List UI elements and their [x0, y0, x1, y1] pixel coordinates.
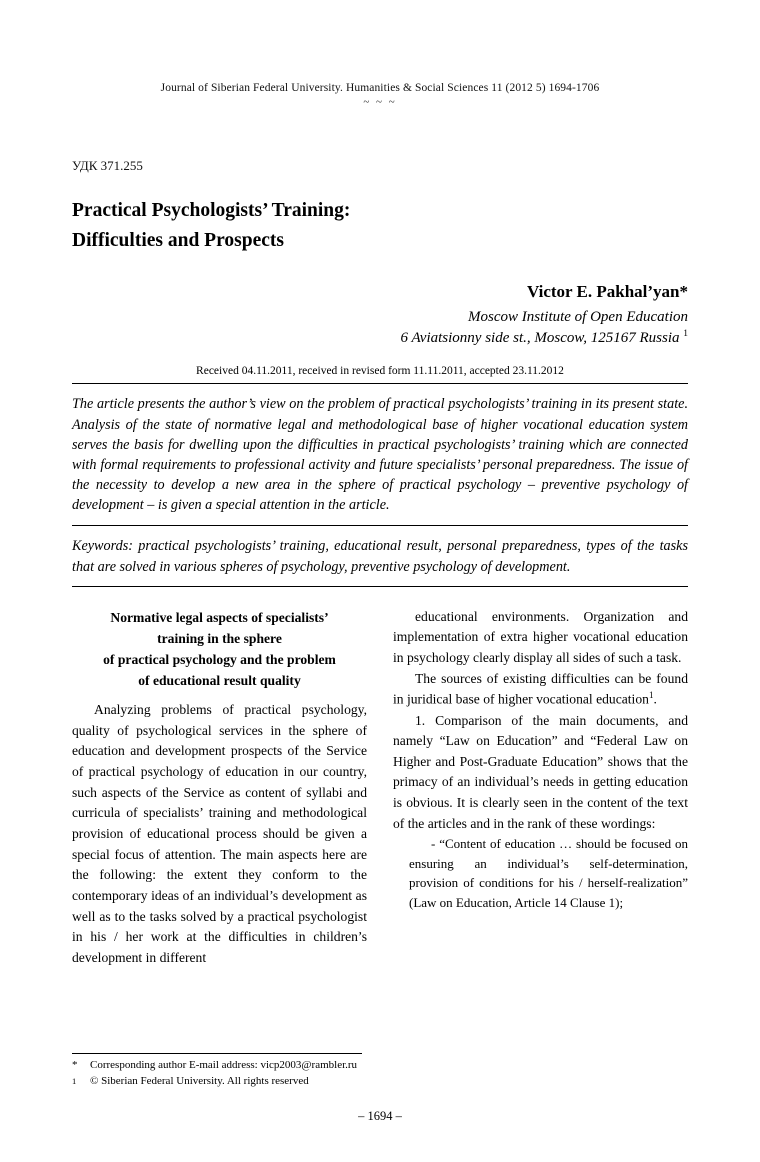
- footnote-item: [72, 1058, 688, 1074]
- section-heading: [72, 607, 367, 691]
- keywords: Keywords: practical psychologists’ training, educational result, personal preparedness, types of the tasks that are solved in various spheres of psychology, preventive psychology of development.: [72, 538, 688, 575]
- tilde-divider: ~ ~ ~: [363, 96, 397, 108]
- footnote-divider: [72, 1053, 362, 1054]
- footnote-marker: *: [72, 1059, 78, 1072]
- divider-top: [72, 383, 688, 384]
- block-quote: - “Content of education … should be focused on ensuring an individual’s self-determination, provision of conditions for his / herself-realization” (Law on Education, Article 14 Clause 1);: [409, 836, 688, 910]
- paragraph-text: The sources of existing difficulties can be found in juridical base of higher vocational education: [393, 670, 688, 707]
- paragraph: [393, 669, 688, 711]
- title-line-1: Practical Psychologists’ Training:: [72, 200, 351, 221]
- footnote-ref[interactable]: 1: [648, 690, 654, 701]
- paragraph: educational environments. Organization and implementation of extra higher vocational education in psychology clearly display all sides of such a task.: [393, 608, 688, 665]
- divider-bottom: [72, 586, 688, 587]
- paragraph-text-end: .: [653, 691, 657, 707]
- section-heading-line-3: of practical psychology and the problem: [103, 651, 336, 667]
- author-affiliation: Moscow Institute of Open Education: [468, 309, 688, 326]
- footnote-text: Corresponding author E-mail address: vicp2003@rambler.ru: [90, 1059, 358, 1072]
- left-column: [72, 607, 367, 969]
- title-line-2: Difficulties and Prospects: [72, 230, 284, 252]
- section-heading-line-2: training in the sphere: [157, 630, 282, 646]
- section-heading-line-1: Normative legal aspects of specialists’: [110, 609, 329, 625]
- udk-code: УДК 371.255: [72, 158, 143, 173]
- section-heading-line-4: of educational result quality: [138, 672, 301, 688]
- document-page: [0, 82, 760, 1162]
- author-address-marker: 1: [683, 329, 688, 340]
- footnote-text: © Siberian Federal University. All rights reserved: [90, 1075, 309, 1088]
- article-dates: Received 04.11.2011, received in revised form 11.11.2011, accepted 23.11.2012: [196, 365, 564, 378]
- footnotes: [72, 1053, 688, 1090]
- author-name: Victor E. Pakhal’yan*: [526, 282, 688, 302]
- divider-middle: [72, 525, 688, 526]
- page-title: [72, 196, 688, 256]
- author-address-text: 6 Aviatsionny side st., Moscow, 125167 Russia: [400, 330, 680, 347]
- paragraph: Analyzing problems of practical psychology, quality of psychological services in the sphere of education and development prospects of the Service of practical psychology of education in our country, such aspects of the Service as content of syllabi and curricula of specialists’ training and methodological provision of educational process should be given a special focus of attention. The main aspects here are the following: the extent they conform to the contemporary ideas of an individual’s development as well as to the tasks solved by a practical psychologist in his / her work at the difficulties in children’s development in different: [72, 701, 367, 965]
- author-block: [72, 282, 688, 347]
- body-columns: [72, 607, 688, 969]
- right-column: [393, 607, 688, 969]
- page-number: – 1694 –: [358, 1109, 402, 1123]
- running-head: Journal of Siberian Federal University. Humanities & Social Sciences 11 (2012 5) 1694-1706: [160, 82, 600, 94]
- footnote-marker: 1: [72, 1076, 77, 1087]
- abstract: The article presents the author’s view on the problem of practical psychologists’ training in its present state. Analysis of the state of normative legal and methodological base of higher vocational education system serves the basis for dwelling upon the difficulties in practical psychologists’ training which are connected with formal requirements to professional activity and future specialists’ personal preparedness. The issue of the necessity to develop a new area in the sphere of practical psychology – preventive psychology of development – is given a special attention in the article.: [72, 396, 688, 514]
- footnote-item: [72, 1074, 688, 1090]
- paragraph: 1. Comparison of the main documents, and namely “Law on Education” and “Federal Law on Higher and Post-Graduate Education” shows that the primacy of an individual’s needs in getting education is obvious. It is clearly seen in the content of the text of the articles and in the rank of these wordings:: [393, 712, 688, 831]
- author-address: [72, 329, 688, 347]
